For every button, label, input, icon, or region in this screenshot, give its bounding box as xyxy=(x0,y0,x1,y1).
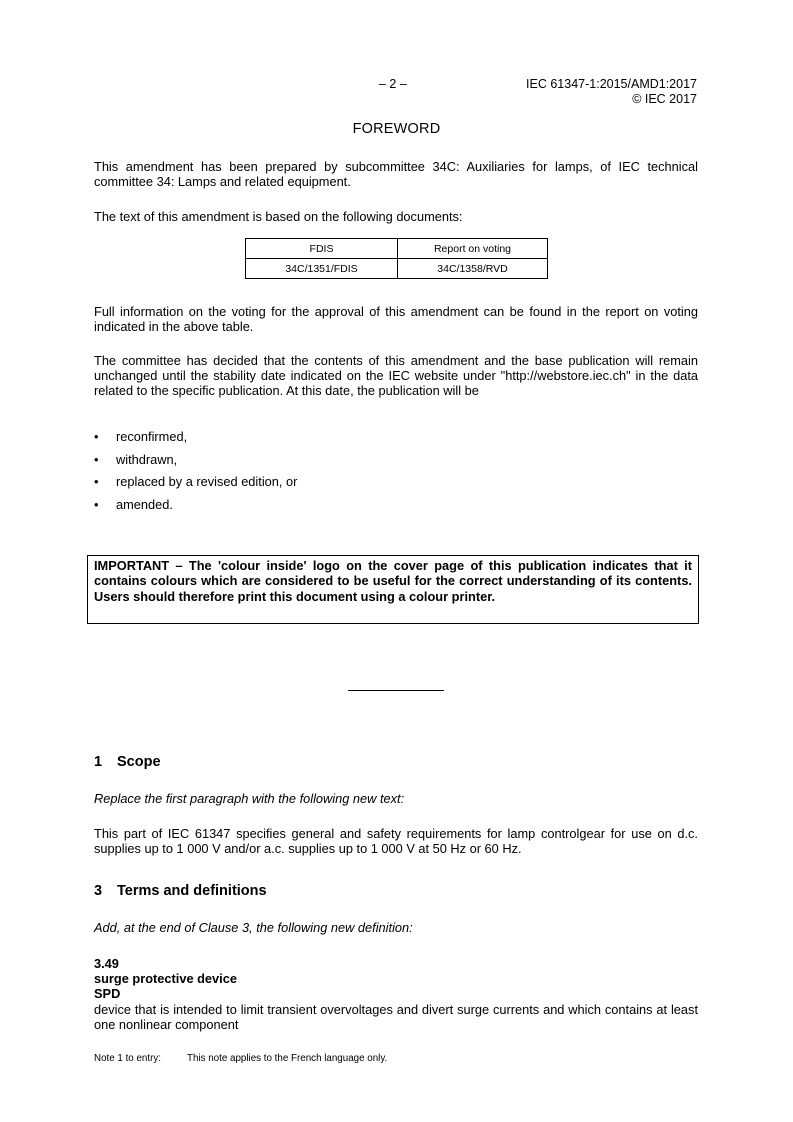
table-cell: 34C/1351/FDIS xyxy=(246,259,398,279)
terms-instruction: Add, at the end of Clause 3, the following new definition: xyxy=(94,920,413,935)
copyright-line: © IEC 2017 xyxy=(632,92,697,106)
scope-text: This part of IEC 61347 specifies general and safety requirements for lamp controlgear for use on d.c. supplies up to 1 000 V and/or a.c. supplies up to 1 000 V at 50 Hz or 60 Hz. xyxy=(94,826,698,856)
section-heading-scope xyxy=(94,754,161,770)
section-divider xyxy=(348,690,444,691)
scope-instruction: Replace the first paragraph with the following new text: xyxy=(94,791,405,806)
table-row xyxy=(246,259,548,279)
section-number: 3 xyxy=(94,883,103,899)
foreword-paragraph-1: This amendment has been prepared by subcommittee 34C: Auxiliaries for lamps, of IEC technical committee 34: Lamps and related equipment. xyxy=(94,159,698,189)
table-header-row xyxy=(246,239,548,259)
term-abbreviation: SPD xyxy=(94,986,121,1001)
note-to-entry xyxy=(94,1053,387,1064)
foreword-paragraph-4: The committee has decided that the contents of this amendment and the base publication will remain unchanged until the stability date indicated on the IEC website under "http://webstore.iec.ch" in the data related to the specific publication. At this date, the publication will be xyxy=(94,353,698,398)
section-title: Scope xyxy=(117,754,161,770)
section-number: 1 xyxy=(94,754,103,770)
section-heading-terms xyxy=(94,883,267,899)
table-cell: 34C/1358/RVD xyxy=(398,259,548,279)
foreword-title: FOREWORD xyxy=(352,121,441,137)
table-header-cell: FDIS xyxy=(246,239,398,259)
list-item: • reconfirmed, xyxy=(94,429,297,452)
table-header-cell: Report on voting xyxy=(398,239,548,259)
note-label: Note 1 to entry: xyxy=(94,1053,161,1064)
note-text: This note applies to the French language only. xyxy=(187,1053,388,1064)
documents-table xyxy=(245,238,548,279)
term-definition: device that is intended to limit transient overvoltages and divert surge currents and which contains at least one nonlinear component xyxy=(94,1002,698,1032)
foreword-paragraph-3: Full information on the voting for the approval of this amendment can be found in the report on voting indicated in the above table. xyxy=(94,304,698,334)
term-number: 3.49 xyxy=(94,956,119,971)
document-header xyxy=(526,77,697,107)
list-item: • replaced by a revised edition, or xyxy=(94,474,297,497)
list-item: • amended. xyxy=(94,497,297,520)
term-name: surge protective device xyxy=(94,971,237,986)
document-reference: IEC 61347-1:2015/AMD1:2017 xyxy=(526,77,697,91)
important-notice-box: IMPORTANT – The 'colour inside' logo on the cover page of this publication indicates that it contains colours which are considered to be useful for the correct understanding of its contents. Users should therefore print this document using a colour printer. xyxy=(87,555,699,624)
publication-options-list xyxy=(94,429,297,519)
foreword-paragraph-2: The text of this amendment is based on the following documents: xyxy=(94,209,463,224)
page-number: – 2 – xyxy=(379,77,407,91)
list-item: • withdrawn, xyxy=(94,452,297,475)
section-title: Terms and definitions xyxy=(117,883,267,899)
